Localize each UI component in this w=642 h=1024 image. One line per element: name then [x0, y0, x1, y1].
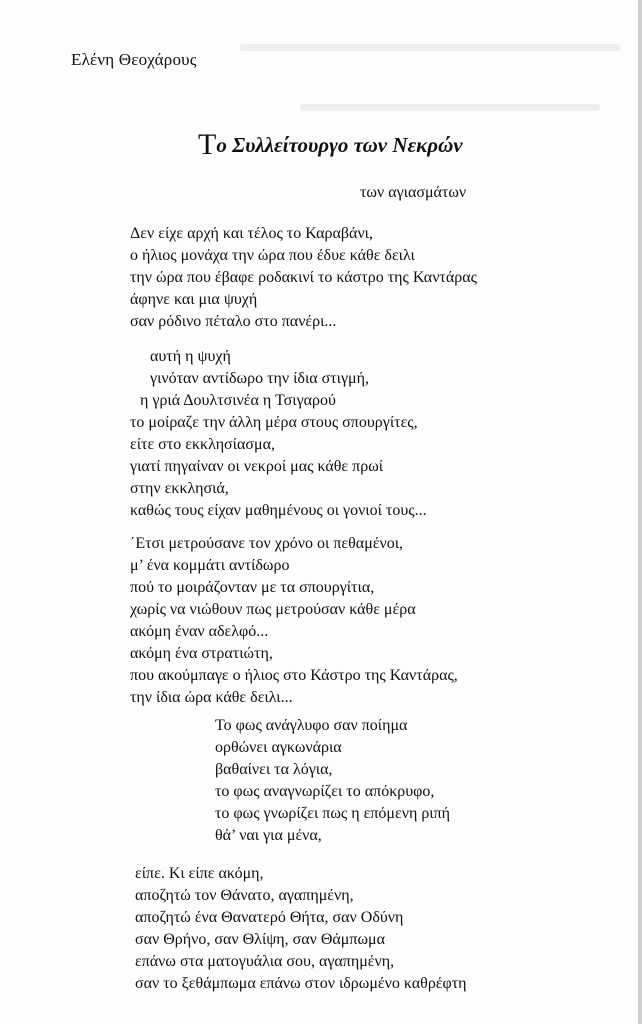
- poem-line: σαν Θρήνο, σαν Θλίψη, σαν Θάμπωμα: [135, 931, 385, 948]
- poem-line: γιατί πηγαίναν οι νεκροί μας κάθε πρωί: [130, 458, 384, 475]
- poem-line: Δεν είχε αρχή και τέλος το Καραβάνι,: [130, 225, 373, 242]
- poem-line: στην εκκλησιά,: [130, 480, 229, 497]
- poem-line: το φως αναγνωρίζει το απόκρυφο,: [215, 783, 435, 800]
- poem-line: γινόταν αντίδωρο την ίδια στιγμή,: [150, 370, 369, 387]
- poem-line: αποζητώ τον Θάνατο, αγαπημένη,: [135, 887, 354, 904]
- poem-line: που ακούμπαγε ο ήλιος στο Κάστρο της Καντάρας,: [130, 667, 458, 684]
- author-name: Ελένη Θεοχάρους: [71, 50, 197, 69]
- title-initial: Τ: [198, 128, 217, 161]
- poem-line: ορθώνει αγκωνάρια: [215, 739, 342, 756]
- poem-line: καθώς τους είχαν μαθημένους οι γονιοί τους...: [130, 502, 427, 519]
- bleed-through: [240, 44, 620, 51]
- poem-line: θά’ ναι για μένα,: [215, 827, 322, 844]
- poem-line: ΄Ετσι μετρούσανε τον χρόνο οι πεθαμένοι,: [130, 535, 404, 552]
- poem-line: ακόμη ένα στρατιώτη,: [130, 645, 273, 662]
- poem-line: μ’ ένα κομμάτι αντίδωρο: [130, 557, 290, 574]
- poem-line: σαν ρόδινο πέταλο στο πανέρι...: [130, 313, 337, 330]
- poem-line: την ώρα που έβαφε ροδακινί το κάστρο της Καντάρας: [130, 269, 477, 286]
- poem-line: χωρίς να νιώθουν πως μετρούσαν κάθε μέρα: [130, 601, 416, 618]
- poem-line: είτε στο εκκλησίασμα,: [130, 436, 275, 453]
- poem-line: πού το μοιράζονταν με τα σπουργίτια,: [130, 579, 375, 596]
- poem-line: το μοίραζε την άλλη μέρα στους σπουργίτες,: [130, 414, 418, 431]
- poem-line: η γριά Δουλτσινέα η Τσιγαρού: [140, 392, 336, 409]
- scan-edge: [638, 0, 642, 1024]
- poem-line: άφηνε και μια ψυχή: [130, 291, 258, 308]
- poem-line: ο ήλιος μονάχα την ώρα που έδυε κάθε δειλι: [130, 247, 415, 264]
- title-text: ο Συλλείτουργο των Νεκρών: [216, 133, 463, 157]
- poem-line: σαν το ξεθάμπωμα επάνω στον ιδρωμένο καθρέφτη: [135, 975, 467, 992]
- poem-line: την ίδια ώρα κάθε δειλι...: [130, 689, 293, 706]
- poem-line: αποζητώ ένα Θανατερό Θήτα, σαν Οδύνη: [135, 909, 404, 926]
- poem-line: ακόμη έναν αδελφό...: [130, 623, 269, 640]
- poem-line: αυτή η ψυχή: [150, 348, 231, 365]
- poem-line: είπε. Κι είπε ακόμη,: [135, 865, 264, 882]
- poem-line: Το φως ανάγλυφο σαν ποίημα: [215, 717, 408, 734]
- poem-line: επάνω στα ματογυάλια σου, αγαπημένη,: [135, 953, 395, 970]
- poem-line: το φως γνωρίζει πως η επόμενη ριπή: [215, 805, 451, 822]
- poem-subtitle: των αγιασμάτων: [360, 184, 467, 201]
- poem-line: βαθαίνει τα λόγια,: [215, 761, 333, 778]
- poem-title: [198, 128, 463, 162]
- bleed-through: [300, 104, 600, 111]
